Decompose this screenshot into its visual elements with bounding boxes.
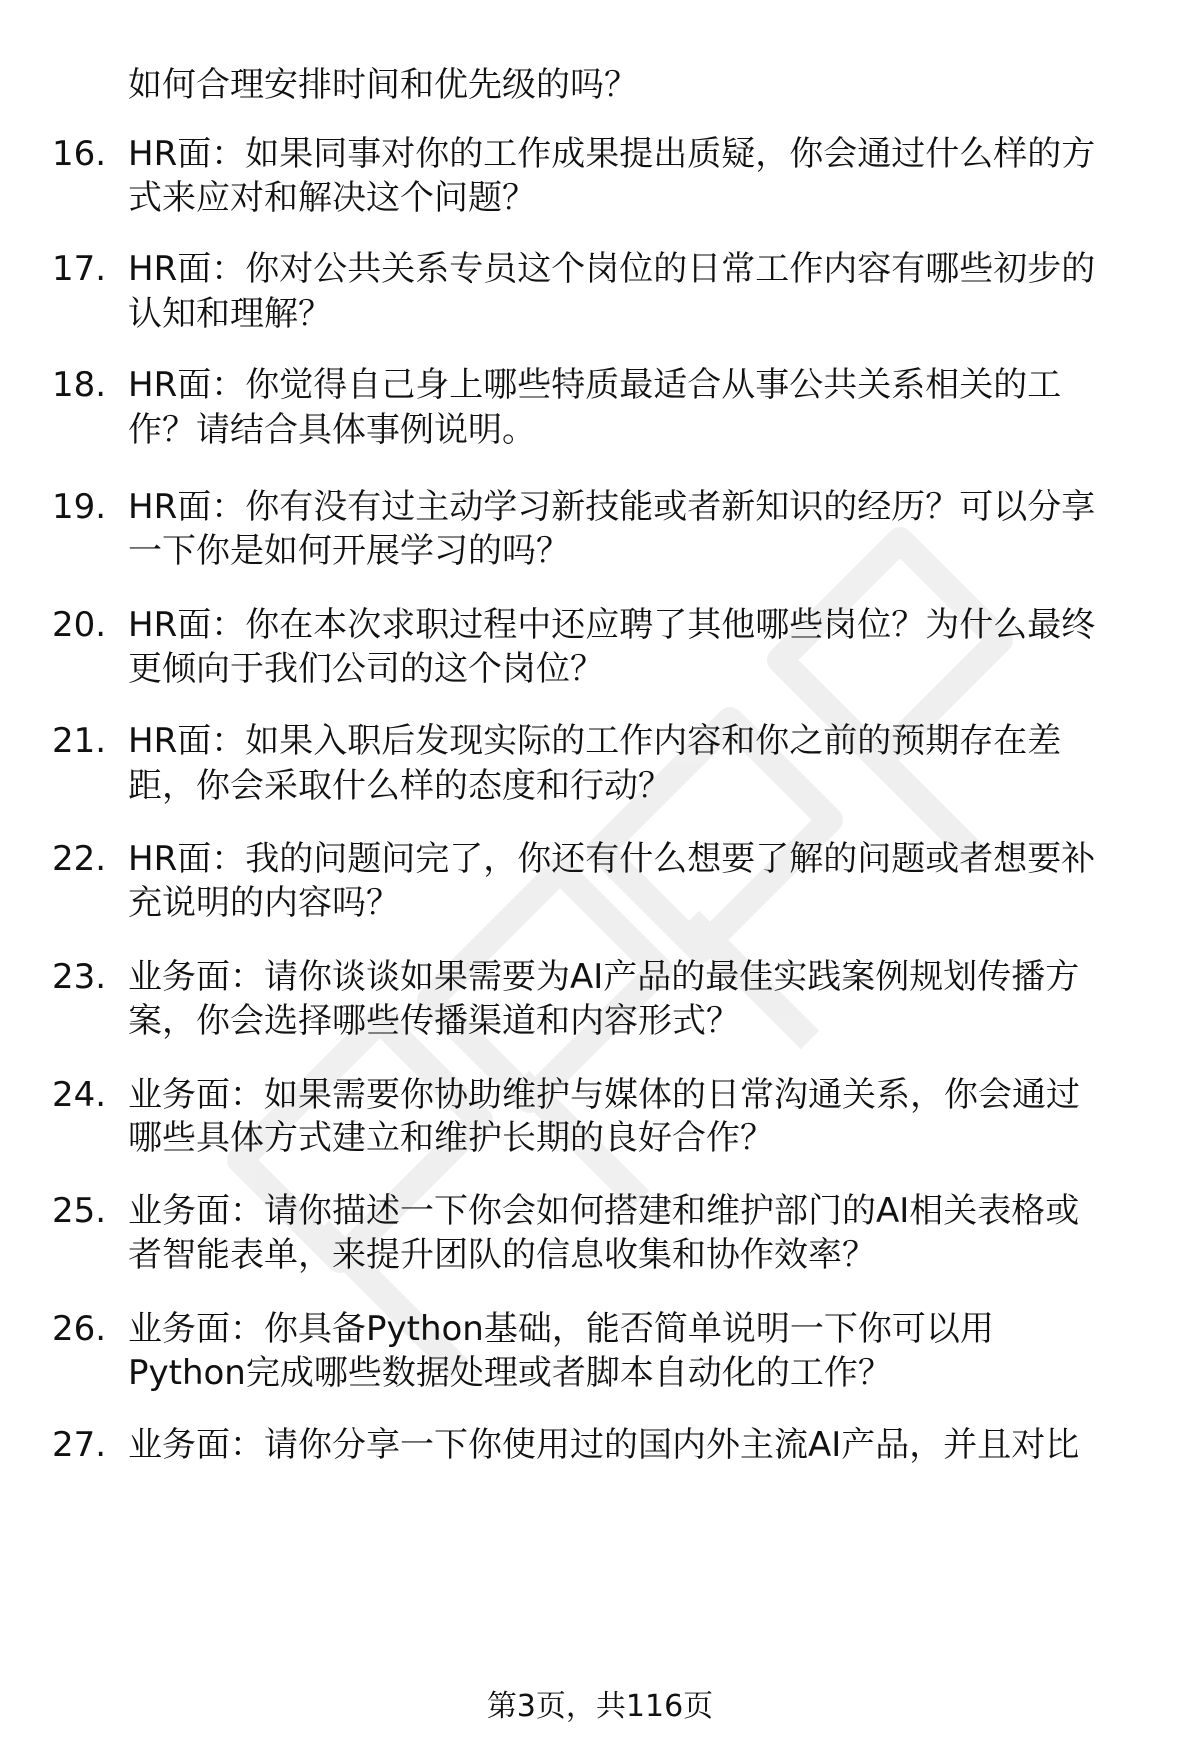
- question-24-number: 24.: [52, 1075, 107, 1115]
- question-16-number: 16.: [52, 134, 107, 174]
- question-18-line-1: HR面：你觉得自己身上哪些特质最适合从事公共关系相关的工: [128, 365, 1062, 405]
- question-17-line-1: HR面：你对公共关系专员这个岗位的日常工作内容有哪些初步的: [128, 249, 1096, 289]
- question-22-line-1: HR面：我的问题问完了，你还有什么想要了解的问题或者想要补: [128, 839, 1096, 879]
- question-27-number: 27.: [52, 1425, 107, 1465]
- question-22-line-2: 充说明的内容吗？: [128, 883, 400, 923]
- question-24-line-1: 业务面：如果需要你协助维护与媒体的日常沟通关系，你会通过: [128, 1075, 1080, 1115]
- question-20-line-1: HR面：你在本次求职过程中还应聘了其他哪些岗位？为什么最终: [128, 605, 1096, 645]
- question-25-line-2: 者智能表单，来提升团队的信息收集和协作效率？: [128, 1235, 876, 1275]
- question-17-number: 17.: [52, 249, 107, 289]
- question-19-number: 19.: [52, 487, 107, 527]
- question-20-line-2: 更倾向于我们公司的这个岗位？: [128, 649, 604, 689]
- question-23-line-2: 案，你会选择哪些传播渠道和内容形式？: [128, 1001, 740, 1041]
- question-16-line-1: HR面：如果同事对你的工作成果提出质疑，你会通过什么样的方: [128, 134, 1096, 174]
- question-16-line-2: 式来应对和解决这个问题？: [128, 178, 536, 218]
- question-24-line-2: 哪些具体方式建立和维护长期的良好合作？: [128, 1118, 774, 1158]
- question-19-line-1: HR面：你有没有过主动学习新技能或者新知识的经历？可以分享: [128, 487, 1096, 527]
- question-18-line-2: 作？请结合具体事例说明。: [128, 410, 536, 450]
- question-23-number: 23.: [52, 957, 107, 997]
- question-21-number: 21.: [52, 721, 107, 761]
- question-23-line-1: 业务面：请你谈谈如果需要为AI产品的最佳实践案例规划传播方: [128, 957, 1080, 997]
- question-25-number: 25.: [52, 1191, 107, 1231]
- question-21-line-2: 距，你会采取什么样的态度和行动？: [128, 766, 672, 806]
- question-19-line-2: 一下你是如何开展学习的吗？: [128, 531, 570, 571]
- question-25-line-1: 业务面：请你描述一下你会如何搭建和维护部门的AI相关表格或: [128, 1191, 1080, 1231]
- question-18-number: 18.: [52, 365, 107, 405]
- question-26-number: 26.: [52, 1309, 107, 1349]
- question-15-continuation: 如何合理安排时间和优先级的吗？: [128, 65, 638, 105]
- question-20-number: 20.: [52, 605, 107, 645]
- question-26-line-2: Python完成哪些数据处理或者脚本自动化的工作？: [128, 1353, 892, 1393]
- question-22-number: 22.: [52, 839, 107, 879]
- page-footer: 第3页，共116页: [486, 1689, 714, 1724]
- question-27-line-1: 业务面：请你分享一下你使用过的国内外主流AI产品，并且对比: [128, 1425, 1080, 1465]
- question-26-line-1: 业务面：你具备Python基础，能否简单说明一下你可以用: [128, 1309, 994, 1349]
- question-17-line-2: 认知和理解？: [128, 294, 332, 334]
- question-21-line-1: HR面：如果入职后发现实际的工作内容和你之前的预期存在差: [128, 721, 1062, 761]
